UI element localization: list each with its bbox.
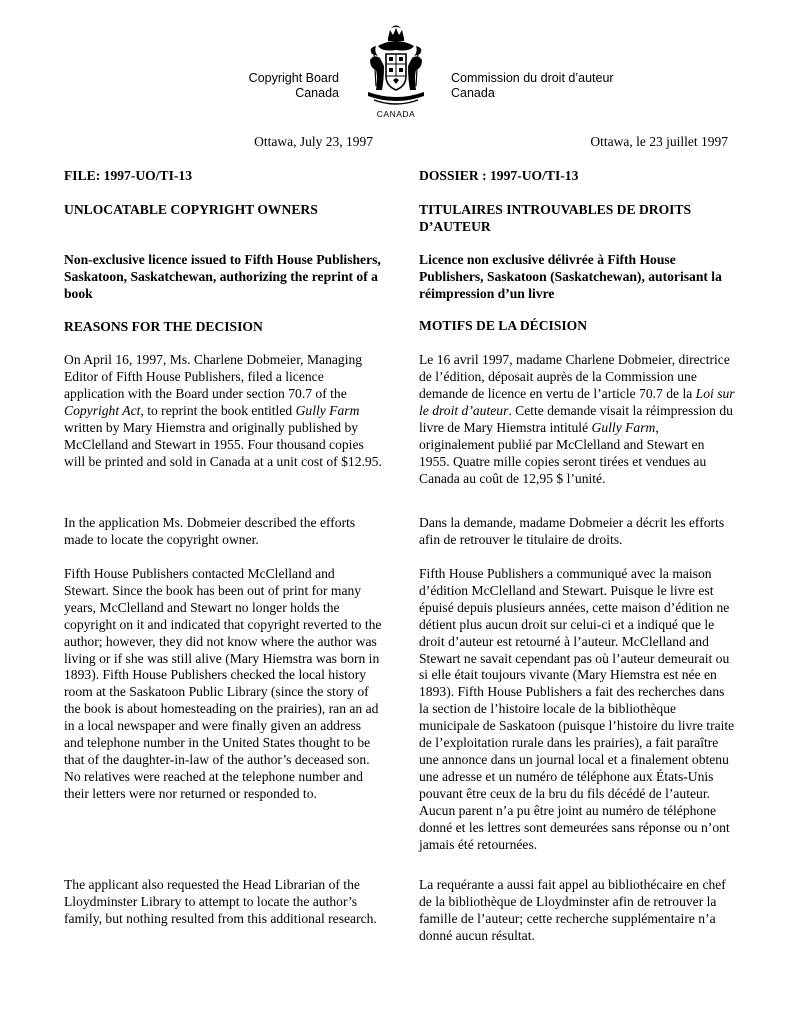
paragraph-2: In the application Ms. Dobmeier described the efforts made to locate the copyright owner.: [64, 515, 356, 547]
english-column: [64, 168, 382, 471]
header-org-fr: [451, 71, 671, 101]
act-title: Copyright Act: [64, 403, 141, 419]
book-title: Gully Farm: [591, 419, 656, 435]
heading: TITULAIRES INTROUVABLES DE DROITS D’AUTEUR: [419, 201, 692, 234]
date-fr: Ottawa, le 23 juillet 1997: [590, 134, 728, 149]
org-country-fr: Canada: [451, 86, 495, 100]
heading: UNLOCATABLE COPYRIGHT OWNERS: [64, 201, 318, 217]
reasons-heading: REASONS FOR THE DECISION: [64, 318, 263, 334]
subtitle: Licence non exclusive délivrée à Fifth House Publishers, Saskatoon (Saskatchewan), autorisant la réimpression d’un livre: [419, 251, 722, 301]
act-title: Loi sur le droit d’auteur: [419, 386, 735, 419]
paragraph-2: Dans la demande, madame Dobmeier a décrit les efforts afin de retrouver le titulaire de droits.: [419, 515, 725, 547]
org-country-en: Canada: [295, 86, 339, 100]
paragraph-1: On April 16, 1997, Ms. Charlene Dobmeier, Managing Editor of Fifth House Publishers, filed a licence application with the Board under section 70.7 of the Copyright Act, to reprint the book entitled Gully Farm written by Mary Hiemstra and originally published by McClelland and Stewart in 1955. Four thousand copies will be printed and sold in Canada at a unit cost of $12.95.: [64, 352, 382, 469]
coat-of-arms-icon: [364, 24, 428, 110]
reasons-heading: MOTIFS DE LA DÉCISION: [419, 318, 588, 334]
crest-label: CANADA: [376, 109, 416, 119]
org-name-fr: Commission du droit d’auteur: [451, 71, 614, 85]
french-column: [419, 168, 737, 488]
subtitle: Non-exclusive licence issued to Fifth House Publishers, Saskatoon, Saskatchewan, authorizing the reprint of a book: [64, 251, 381, 301]
header-org-en: [200, 71, 339, 101]
book-title: Gully Farm: [295, 403, 360, 419]
paragraph-1: Le 16 avril 1997, madame Charlene Dobmeier, directrice de l’édition, déposait auprès de la Commission une demande de licence en vertu de l’article 70.7 de la Loi sur le droit d’auteur. Cette demande visait la réimpression du livre de Mary Hiemstra intitulé Gully Farm, originalement publié par McClelland and Stewart en 1955. Quatre mille copies seront tirées et vendues au Canada au coût de 12,95 $ l’unité.: [419, 352, 735, 486]
file-number: DOSSIER : 1997-UO/TI-13: [419, 168, 579, 183]
date-en: Ottawa, July 23, 1997: [254, 134, 373, 149]
paragraph-4: La requérante a aussi fait appel au bibliothécaire en chef de la bibliothèque de Lloydminster afin de retrouver la famille de l’auteur; cette recherche supplémentaire n’a donné aucun résultat.: [419, 877, 726, 943]
paragraph-4: The applicant also requested the Head Librarian of the Lloydminster Library to attempt to locate the author’s family, but nothing resulted from this additional research.: [64, 877, 377, 926]
file-number: FILE: 1997-UO/TI-13: [64, 168, 193, 183]
paragraph-3: Fifth House Publishers contacted McClelland and Stewart. Since the book has been out of print for many years, McClelland and Stewart no longer holds the copyright on it and indicated that copyright reverted to the author; however, they did not know where the author was living or if she was still alive (Mary Hiemstra was born in 1893). Fifth House Publishers checked the local history room at the Saskatoon Public Library (since the story of the book is about homesteading on the prairies), ran an ad in a local newspaper and were finally given an address and telephone number in the United States thought to be that of the daughter-in-law of the author’s deceased son. No relatives were reached at the telephone number and their letters were nor returned or responded to.: [64, 566, 382, 801]
org-name-en: Copyright Board: [248, 71, 339, 85]
paragraph-3: Fifth House Publishers a communiqué avec la maison d’édition McClelland and Stewart. Puisque le livre est épuisé depuis plusieurs années, cette maison d’édition ne détient plus aucun droit sur celui-ci et a indiqué que le droit d’auteur est retourné à l’auteur. McClelland and Stewart ne savait cependant pas où l’auteur demeurait ou si elle était toujours vivante (Mary Hiemstra est née en 1893). Fifth House Publishers a fait des recherches dans la section de l’histoire locale de la bibliothèque municipale de Saskatoon (puisque l’histoire du livre traite de l’exploitation rurale dans les prairies), a fait paraître une annonce dans un journal local et a finalement obtenu une adresse et un numéro de téléphone aux États-Unis pouvant être ceux de la bru du fils décédé de l’auteur. Aucun parent n’a pu être joint au numéro de téléphone donné et les lettres sont demeurées sans réponse ou n’ont jamais été retournées.: [419, 566, 735, 852]
